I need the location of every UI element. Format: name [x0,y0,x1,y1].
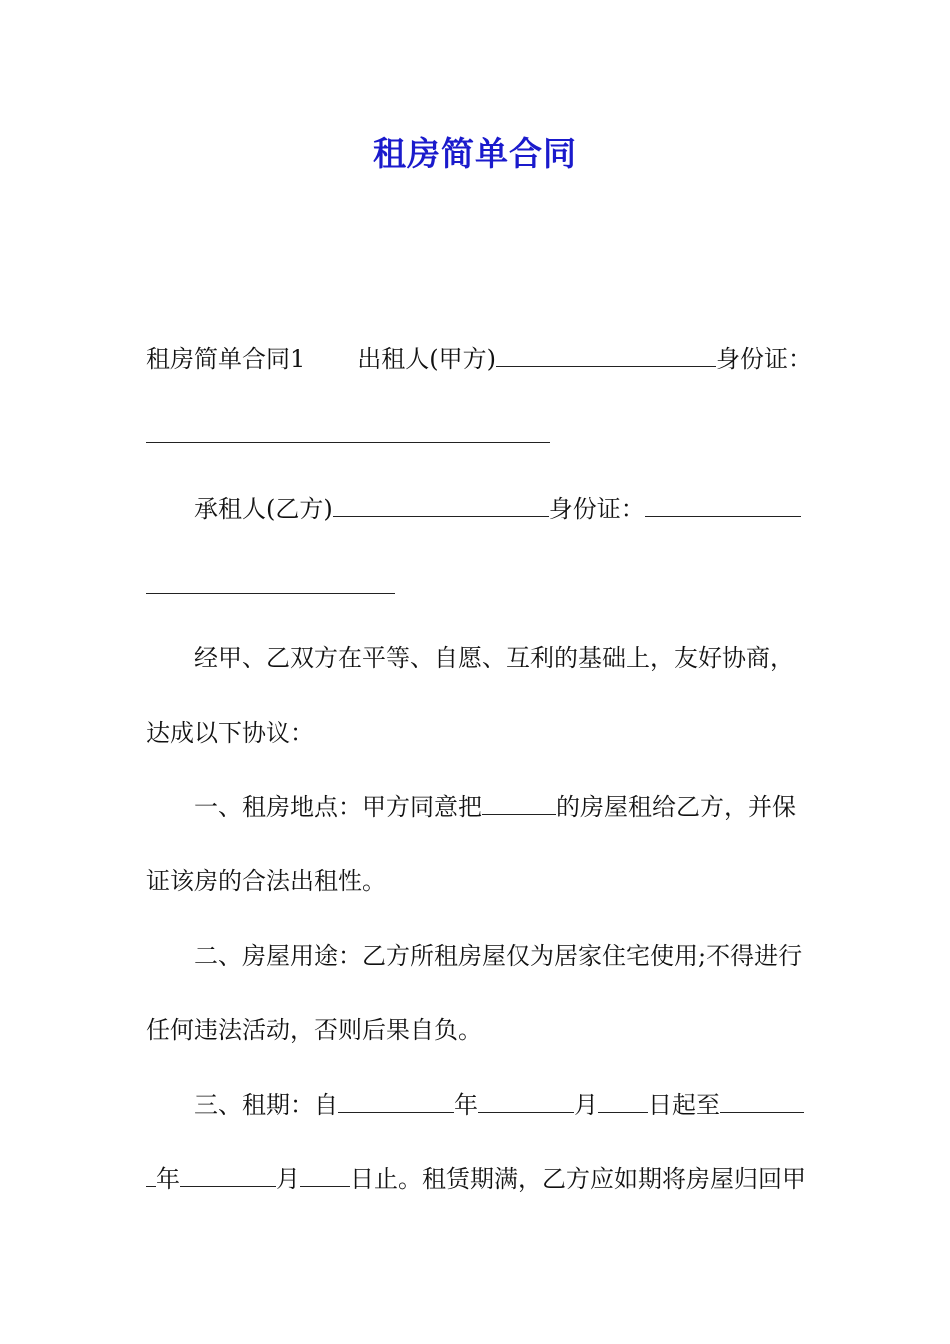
lessor-name-blank[interactable] [496,365,716,367]
lessor-id-blank[interactable] [146,442,550,443]
term-year-label: 年 [454,1091,478,1119]
document-title: 租房简单合同 [373,134,577,173]
start-day-blank[interactable] [598,1111,648,1113]
lessee-id-label: 身份证： [548,495,645,523]
clause-location-suffix: 的房屋租给乙方，并保 [556,793,796,821]
term-end-year-label: 年 [156,1165,180,1193]
start-month-blank[interactable] [478,1111,574,1113]
clause-usage-line2: 任何违法活动，否则后果自负。 [146,1016,482,1044]
clause-location-line1 [194,792,796,822]
lessee-label: 承租人(乙方) [194,495,333,523]
lessee-name-blank[interactable] [333,515,549,517]
contract-heading: 租房简单合同1 [146,345,306,373]
term-month-label: 月 [574,1091,598,1119]
location-blank[interactable] [482,813,556,815]
end-day-blank[interactable] [300,1185,350,1187]
clause-usage-line1: 二、房屋用途：乙方所租房屋仅为居家住宅使用;不得进行 [194,942,803,970]
end-month-blank[interactable] [180,1185,276,1187]
paragraph-intro-line2: 达成以下协议： [146,719,314,747]
clause-term-line1 [194,1090,804,1120]
lessee-id-blank-continued[interactable] [146,593,395,594]
clause-location-line2: 证该房的合法出租性。 [146,867,386,895]
term-end-month-label: 月 [276,1165,300,1193]
paragraph-intro-line1: 经甲、乙双方在平等、自愿、互利的基础上，友好协商， [194,644,794,672]
clause-term-line2 [146,1164,806,1194]
end-year-blank-continued[interactable] [146,1185,156,1187]
term-end-rest: 日止。租赁期满，乙方应如期将房屋归回甲 [350,1165,806,1193]
lessor-line [146,344,812,374]
clause-location-prefix: 一、租房地点：甲方同意把 [194,793,482,821]
lessor-id-label: 身份证： [716,345,813,373]
lessee-id-blank[interactable] [645,515,801,517]
term-day-label: 日起至 [648,1091,720,1119]
term-prefix: 三、租期：自 [194,1091,338,1119]
end-year-blank[interactable] [720,1111,804,1113]
start-year-blank[interactable] [338,1111,454,1113]
lessor-label: 出租人(甲方) [357,345,497,373]
lessee-line [194,494,801,524]
